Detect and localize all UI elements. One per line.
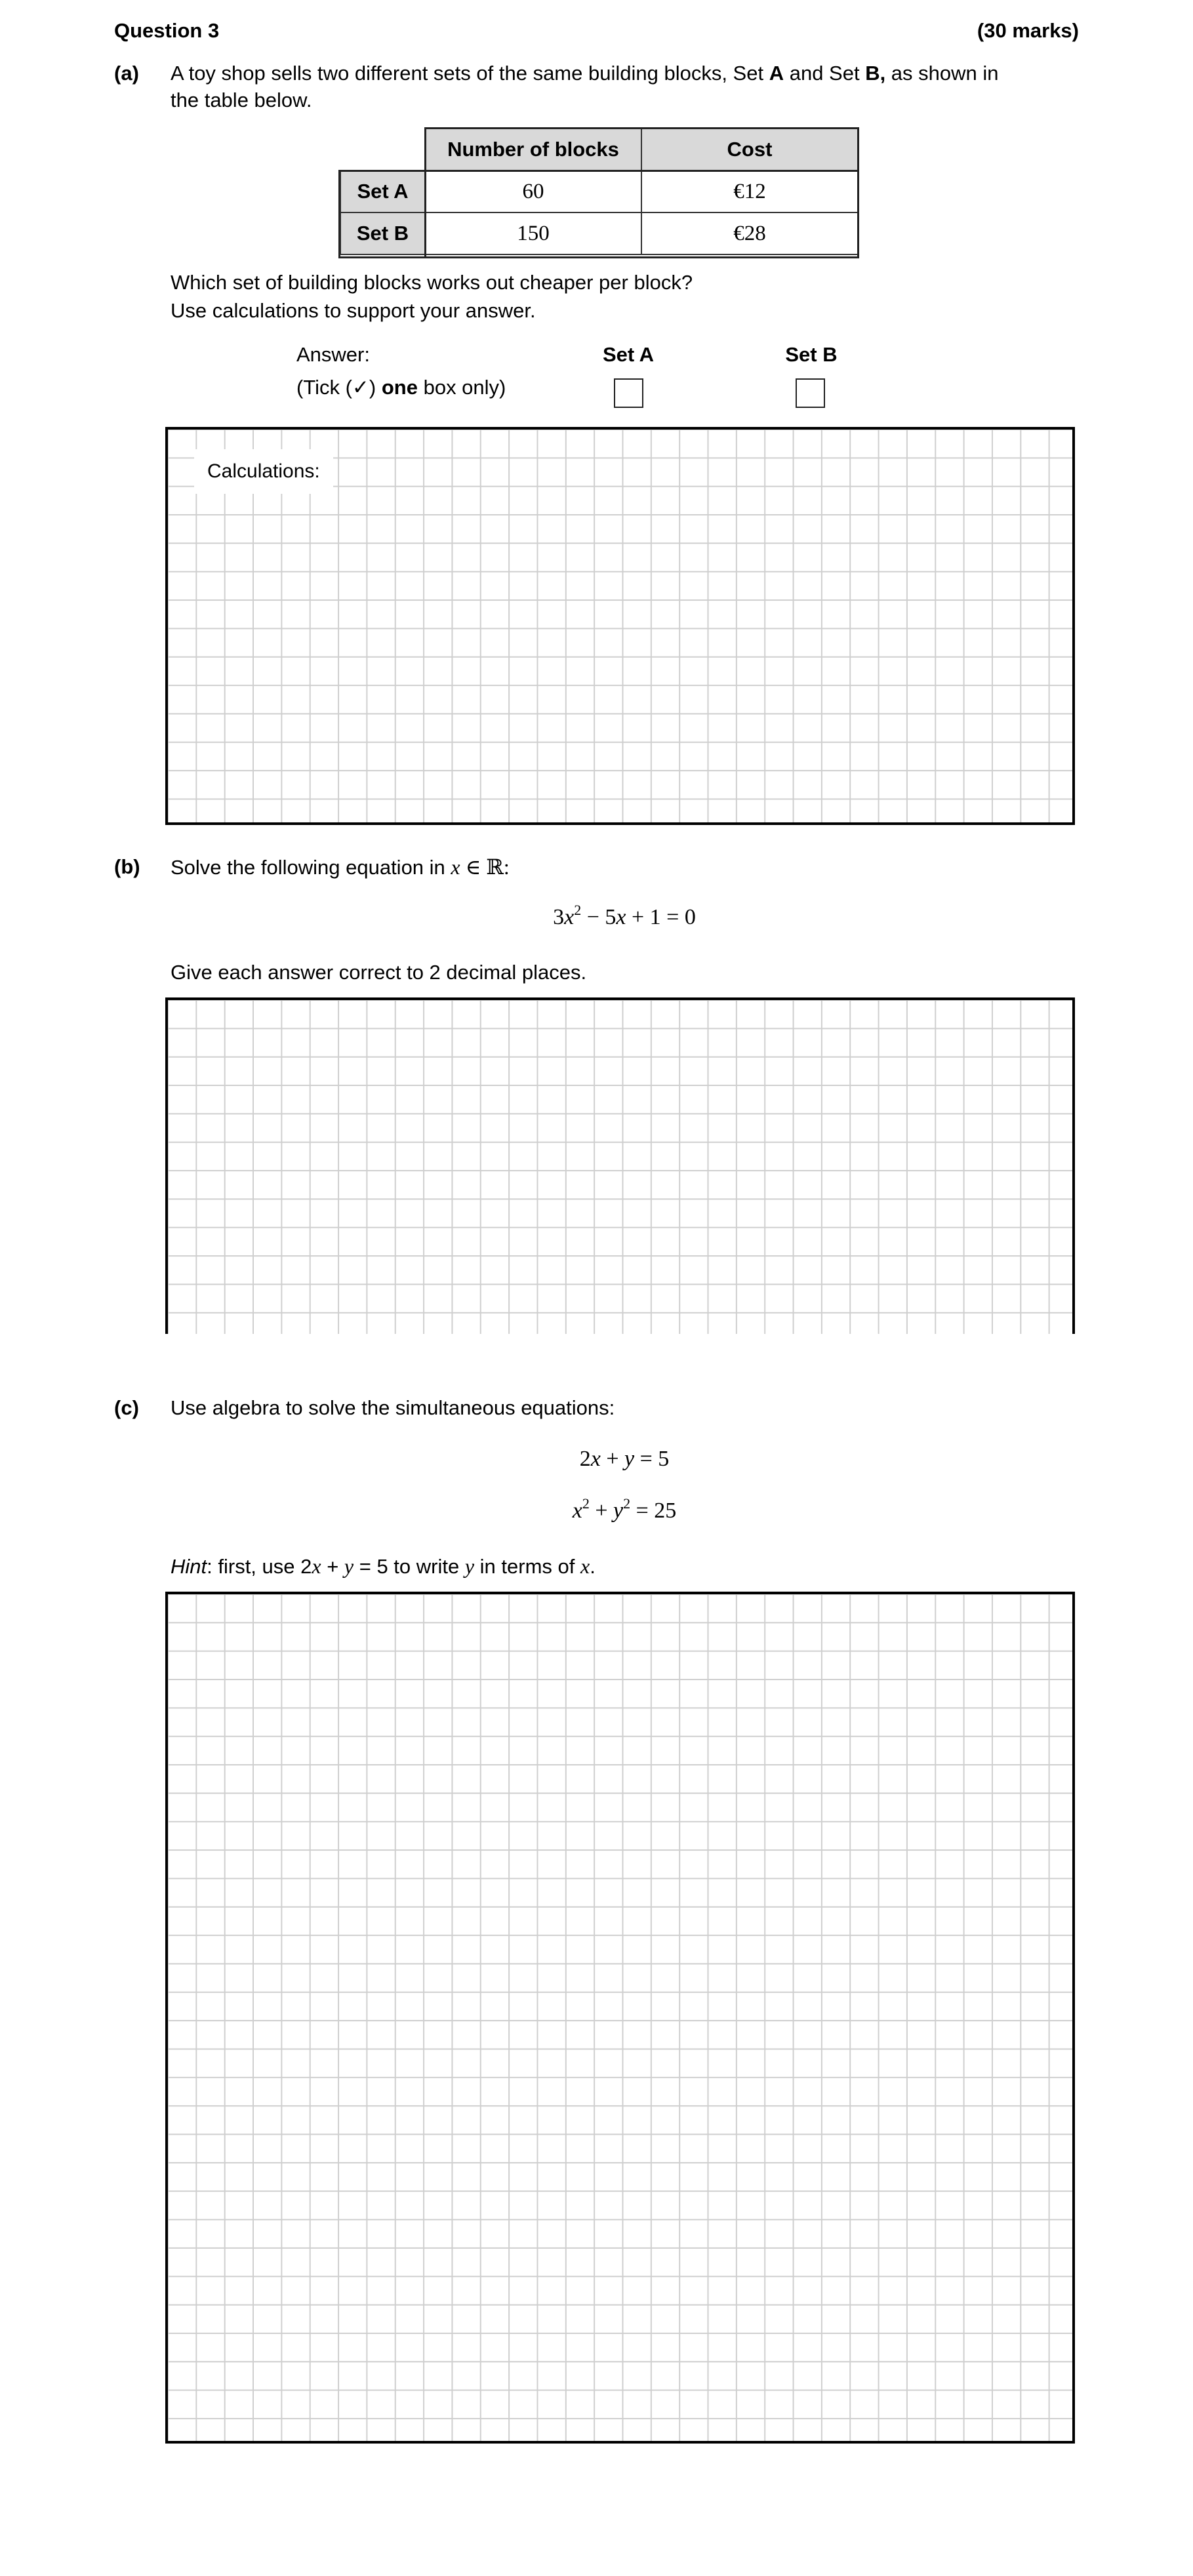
row-header-set-a: Set A (340, 171, 425, 212)
hint-var: y (344, 1554, 354, 1578)
tick-text-post: box only) (417, 376, 506, 399)
part-c-hint (171, 1552, 596, 1580)
table-row (340, 212, 858, 254)
instruction-text: Solve the following equation in (171, 856, 451, 879)
calculations-grid-a[interactable] (165, 427, 1075, 825)
part-b-label: (b) (114, 855, 140, 878)
eq-exp: 2 (582, 1495, 590, 1512)
eq-op: + (589, 1499, 613, 1523)
part-a-question-line2: Use calculations to support your answer. (171, 299, 536, 322)
checkbox-set-b[interactable] (796, 378, 825, 408)
part-a-intro-line2: the table below. (171, 89, 312, 111)
eq-rest: + 1 = 0 (626, 905, 696, 929)
eq-op: − 5 (581, 905, 617, 929)
intro-bold-a: A (769, 62, 784, 85)
eq-coef: 2 (579, 1447, 591, 1471)
part-c-instruction: Use algebra to solve the simultaneous equations: (171, 1396, 615, 1419)
table-corner (340, 129, 425, 171)
tick-bold-one: one (381, 376, 418, 399)
instruction-domain: ∈ ℝ: (460, 855, 510, 879)
part-a-question-line1: Which set of building blocks works out cheaper per block? (171, 271, 693, 294)
cell-set-b-blocks: 150 (425, 212, 641, 254)
blocks-table (340, 128, 859, 255)
tick-instruction (296, 374, 506, 401)
hint-text: = 5 to write (354, 1555, 465, 1578)
eq-var: x (616, 905, 626, 929)
hint-label: Hint (171, 1555, 207, 1578)
eq-rest: = 5 (634, 1447, 670, 1471)
table-row (340, 171, 858, 212)
part-b-instruction (171, 853, 510, 881)
hint-text: . (590, 1555, 596, 1578)
eq-var: y (624, 1447, 635, 1471)
hint-text: : first, use 2 (207, 1555, 312, 1578)
simultaneous-equation-1 (580, 1447, 670, 1472)
var-x: x (451, 855, 460, 879)
intro-text-mid: and Set (784, 62, 866, 85)
hint-var: x (580, 1554, 590, 1578)
eq-op: + (600, 1447, 624, 1471)
simultaneous-equation-2 (572, 1495, 677, 1523)
checkbox-set-a[interactable] (614, 378, 643, 408)
question-title: Question 3 (114, 19, 220, 42)
row-header-set-b: Set B (340, 212, 425, 254)
cell-set-a-cost: €12 (641, 171, 858, 212)
eq-coef: 3 (553, 905, 565, 929)
column-header-blocks: Number of blocks (425, 129, 641, 171)
part-b-note: Give each answer correct to 2 decimal places. (171, 961, 587, 984)
intro-bold-b: B, (865, 62, 886, 85)
eq-var: x (564, 905, 575, 929)
eq-var: y (613, 1499, 624, 1523)
option-set-a-label: Set A (602, 343, 655, 366)
column-header-cost: Cost (641, 129, 858, 171)
part-a-intro-line1 (171, 60, 999, 87)
part-a-label: (a) (114, 62, 139, 85)
table-header-row (340, 129, 858, 171)
cell-set-a-blocks: 60 (425, 171, 641, 212)
intro-text-post: as shown in (885, 62, 999, 85)
eq-var: x (590, 1447, 601, 1471)
eq-var: x (572, 1499, 582, 1523)
instruction-math (451, 855, 509, 879)
eq-exp: 2 (623, 1495, 631, 1512)
hint-text: in terms of (474, 1555, 580, 1578)
working-grid-c[interactable] (165, 1592, 1075, 2444)
tick-text: (Tick (✓) (296, 376, 382, 399)
hint-text: + (321, 1555, 344, 1578)
hint-var: y (464, 1554, 475, 1578)
eq-exp: 2 (574, 902, 582, 918)
hint-var: x (312, 1554, 321, 1578)
working-grid-b[interactable] (165, 997, 1075, 1334)
part-c-label: (c) (114, 1396, 139, 1419)
calculations-label: Calculations: (194, 449, 333, 494)
eq-rest: = 25 (630, 1499, 677, 1523)
cell-set-b-cost: €28 (641, 212, 858, 254)
quadratic-equation (553, 902, 696, 930)
intro-text: A toy shop sells two different sets of the same building blocks, Set (171, 62, 769, 85)
marks-label: (30 marks) (977, 19, 1079, 42)
option-set-b-label: Set B (785, 343, 838, 366)
answer-label: Answer: (296, 343, 370, 366)
